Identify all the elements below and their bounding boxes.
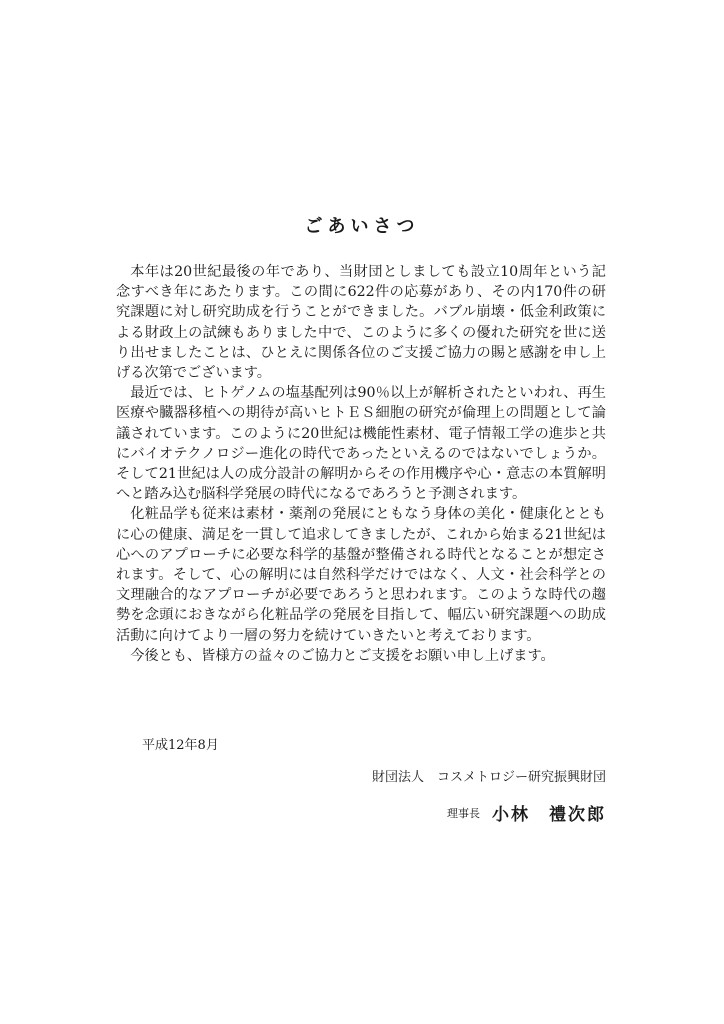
paragraph-3: 化粧品学も従来は素材・薬剤の発展にともなう身体の美化・健康化とともに心の健康、満足を一貫して追求してきましたが、これから始まる21世紀は心へのアプローチに必要な科学的基盤が整備される時代となることが想定されます。そして、心の解明には自然科学だけではなく、人文・社会科学との文理融合的なアプローチが必要であろうと思われます。このような時代の趨勢を念頭におきながら化粧品学の発展を目指して、幅広い研究課題への助成活動に向けてより一層の努力を続けていきたいと考えております。 xyxy=(116,506,606,644)
paragraph-2: 最近では、ヒトゲノムの塩基配列は90％以上が解析されたといわれ、再生医療や臓器移植への期待が高いヒトＥＳ細胞の研究が倫理上の問題として論議されています。このように20世紀は機能性素材、電子情報工学の進歩と共にバイオテクノロジー進化の時代であったといえるのではないでしょうか。そして21世紀は人の成分設計の解明からその作用機序や心・意志の本質解明へと踏み込む脳科学発展の時代になるであろうと予測されます。 xyxy=(116,385,606,503)
signatory-name: 小林 禮次郎 xyxy=(492,805,606,825)
signatory-role: 理事長 xyxy=(447,806,480,820)
signature-block xyxy=(447,800,606,825)
paragraph-1: 本年は20世紀最後の年であり、当財団としましても設立10周年という記念すべき年にあたります。この間に622件の応募があり、その内170件の研究課題に対し研究助成を行うことができました。バブル崩壊・低金利政策による財政上の試練もありました中で、このように多くの優れた研究を世に送り出せましたことは、ひとえに関係各位のご支援ご協力の賜と感謝を申し上げる次第でございます。 xyxy=(116,264,606,382)
paragraph-4: 今後とも、皆様方の益々のご協力とご支援をお願い申し上げます。 xyxy=(130,647,555,664)
document-date: 平成12年8月 xyxy=(142,738,219,753)
organization-name: 財団法人 コスメトロジー研究振興財団 xyxy=(371,770,606,785)
greeting-body xyxy=(116,262,606,666)
page-title: ごあいさつ xyxy=(304,216,420,238)
